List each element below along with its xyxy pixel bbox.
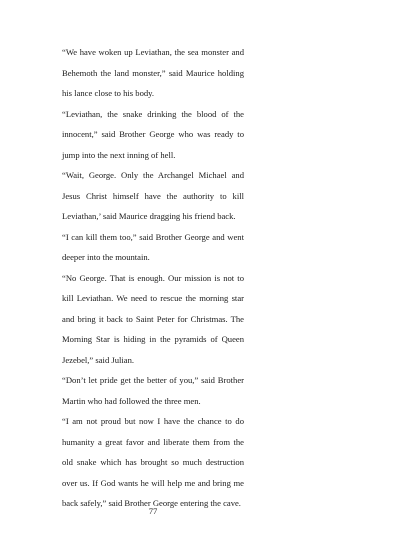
paragraph-1: “We have woken up Leviathan, the sea monster and Behemoth the land monster,” said Maurice holding his lance close to his body. (62, 47, 244, 98)
paragraph-7: “I am not proud but now I have the chance to do humanity a great favor and liberate them from the old snake which has brought so much destruction over us. If God wants he will help me and bring me back safely,” said Brother George entering the cave. (62, 416, 244, 508)
paragraph-2: “Leviathan, the snake drinking the blood of the innocent,” said Brother George who was ready to jump into the next inning of hell. (62, 108, 244, 160)
paragraph-6: “Don’t let pride get the better of you,” said Brother Martin who had followed the three men. (62, 375, 244, 406)
paragraph-5: “No George. That is enough. Our mission is not to kill Leviathan. We need to rescue the morning star and bring it back to Saint Peter for Christmas. The Morning Star is hiding in the pyramids of Queen Jezebel,” said Julian. (62, 272, 244, 365)
paragraph-4: “I can kill them too,” said Brother George and went deeper into the mountain. (62, 231, 244, 262)
paragraph-3: “Wait, George. Only the Archangel Michael and Jesus Christ himself have the authority to kill Leviathan,’ said Maurice dragging his friend back. (62, 170, 244, 221)
page-number: 77 (148, 506, 158, 516)
body-text (62, 42, 244, 514)
